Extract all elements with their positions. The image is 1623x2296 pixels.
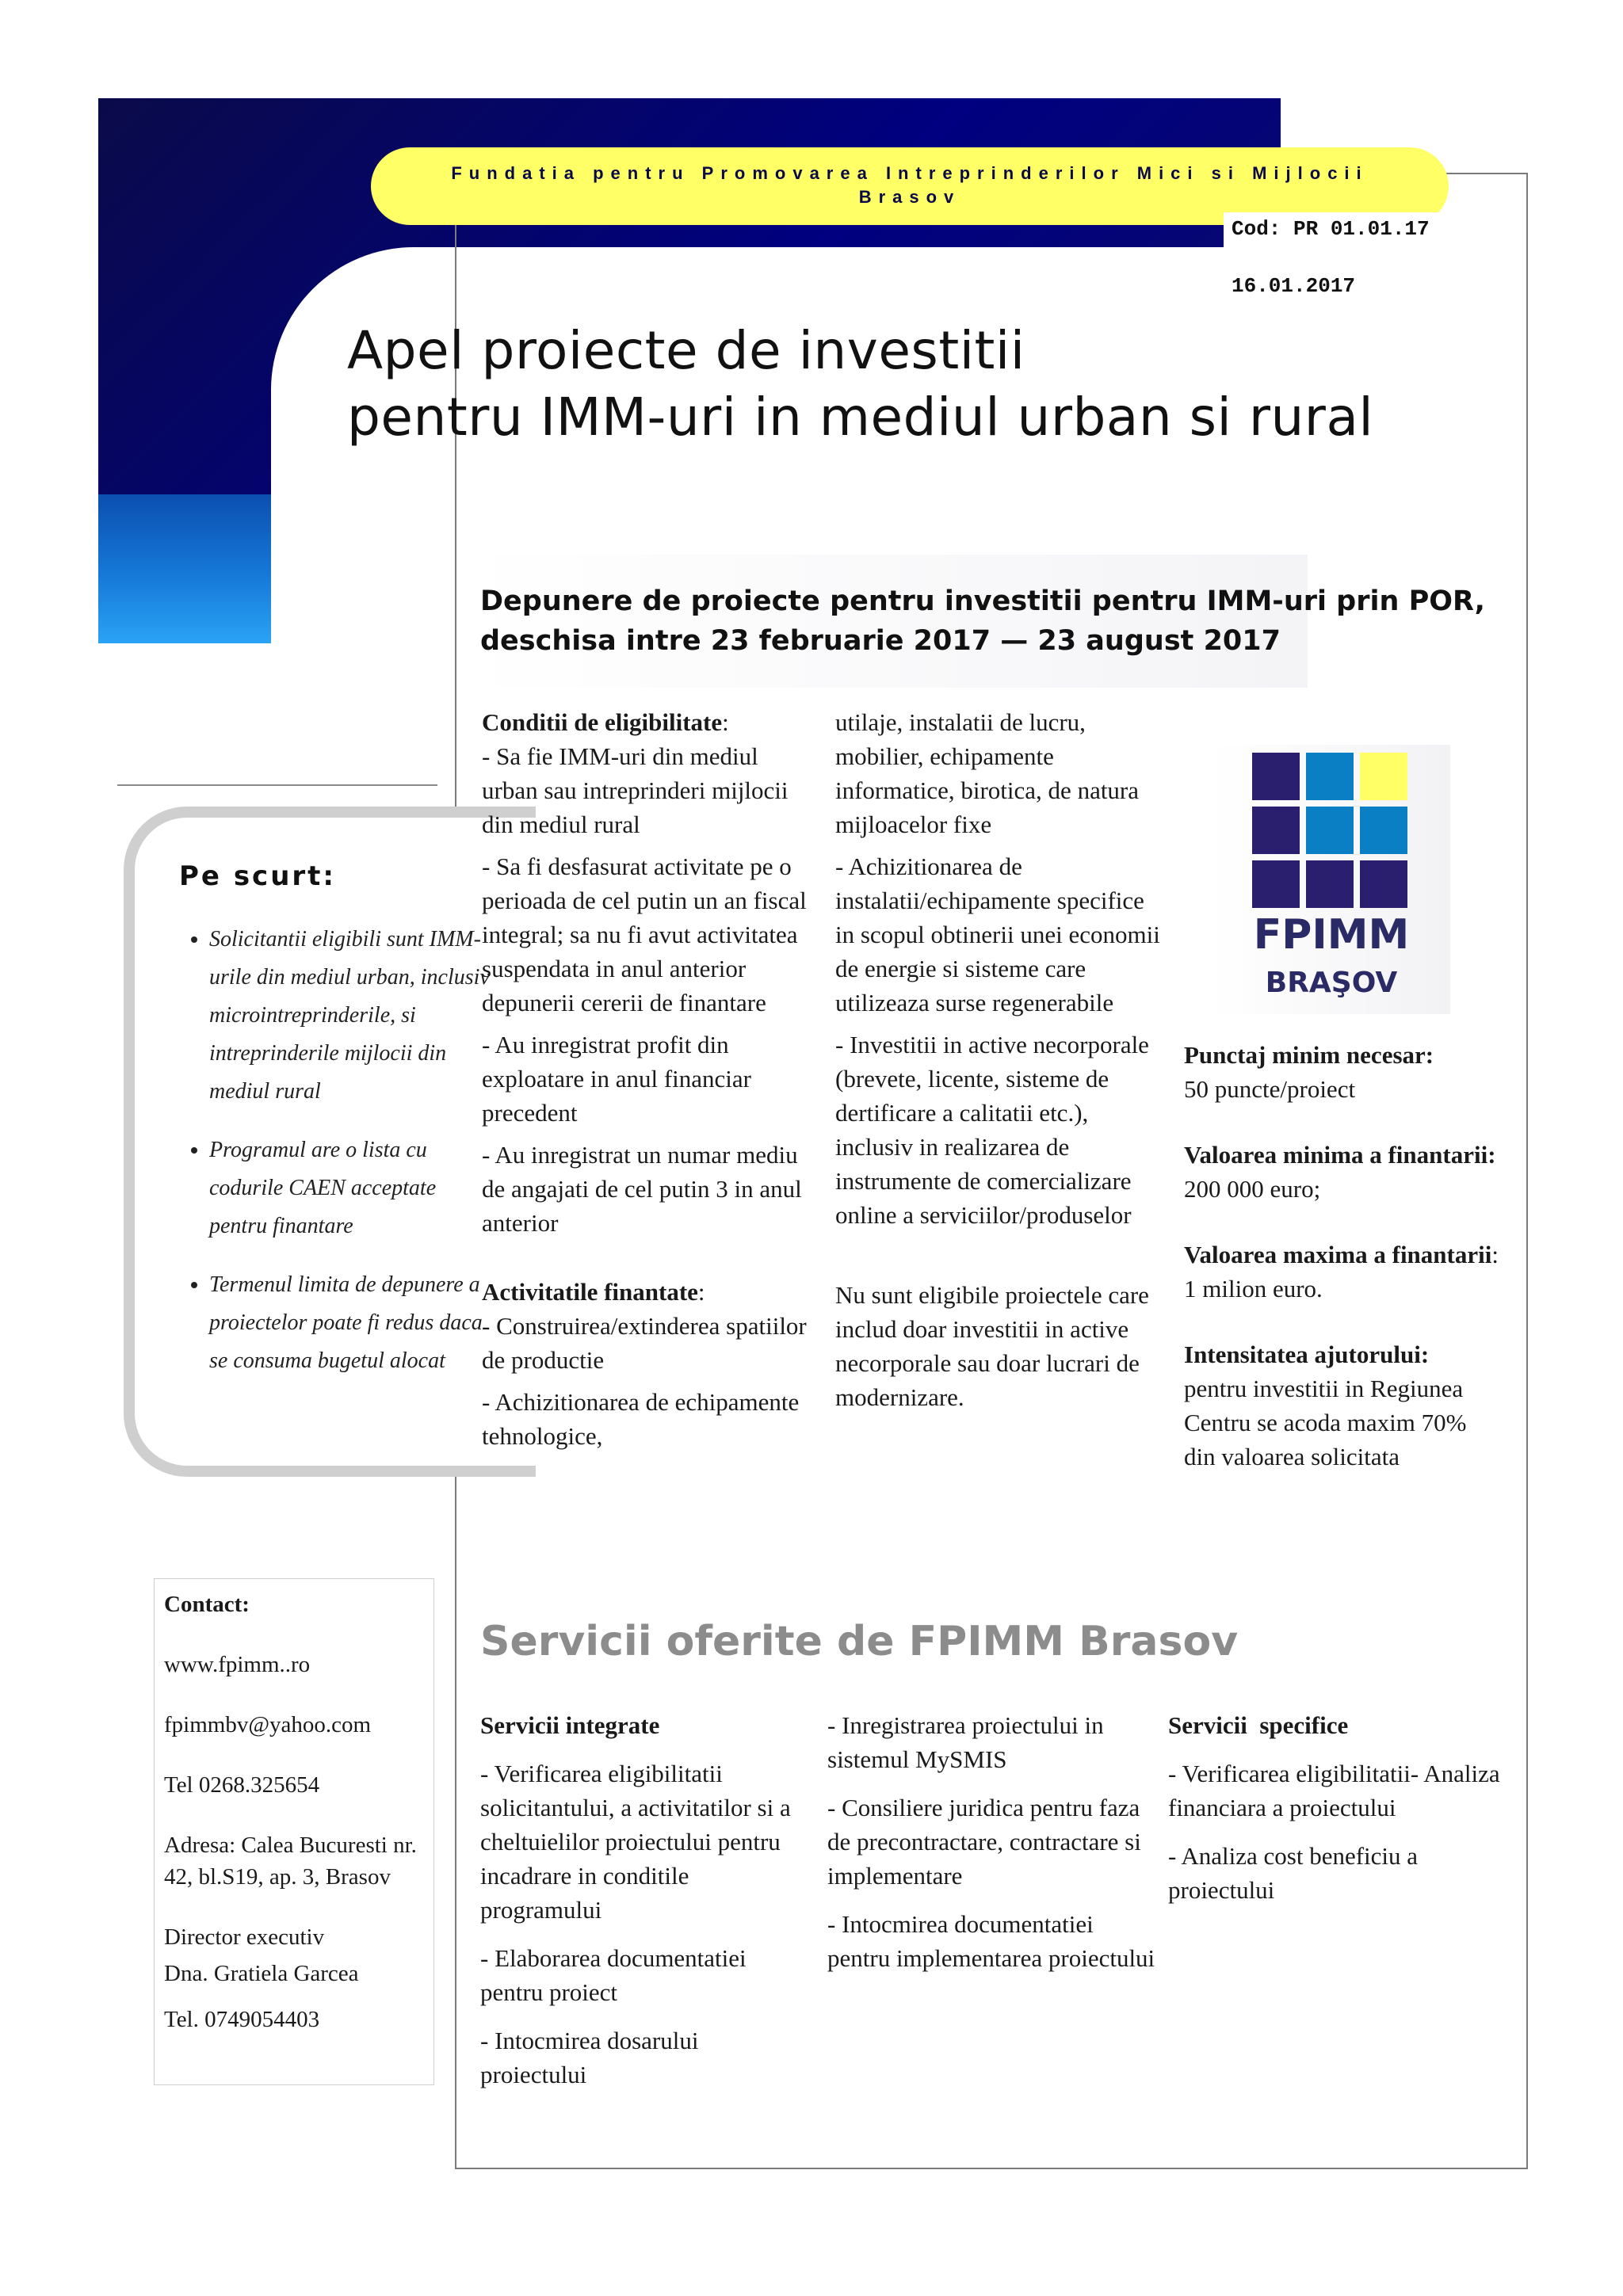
organization-banner: Fundatia pentru Promovarea Intreprinderilor Mici si Mijlocii Brasov <box>371 147 1449 225</box>
page-title-line-2: pentru IMM-uri in mediul urban si rural <box>347 387 1374 448</box>
eligibility-item: - Au inregistrat un numar mediu de angajati de cel putin 3 in anul anterior <box>482 1141 802 1237</box>
activity-item: - Construirea/extinderea spatiilor de productie <box>482 1312 807 1374</box>
logo-tile <box>1360 753 1407 800</box>
logo-tile <box>1360 860 1407 908</box>
summary-list <box>168 921 499 1401</box>
subheadline <box>480 582 1542 661</box>
min-score-value: 50 puncte/proiect <box>1184 1075 1356 1103</box>
page-title-line-1: Apel proiecte de investitii <box>347 320 1025 381</box>
services-specific-column <box>1168 1708 1509 1921</box>
contact-label: Contact: <box>164 1592 250 1617</box>
contact-address: Adresa: Calea Bucuresti nr. 42, bl.S19, ap. 3, Brasov <box>164 1833 417 1890</box>
min-score-label: Punctaj minim necesar: <box>1184 1041 1434 1069</box>
max-value-label: Valoarea maxima a finantarii <box>1184 1241 1492 1268</box>
service-item: - Inregistrarea proiectului in sistemul MySMIS <box>827 1711 1104 1773</box>
logo-city: BRAŞOV <box>1265 967 1398 999</box>
activities-note: Nu sunt eligibile proiectele care includ doar investitii in active necorporale sau doar lucrari de modernizare. <box>835 1281 1149 1411</box>
contact-phone: Tel 0268.325654 <box>164 1772 320 1798</box>
contact-box <box>154 1578 434 2085</box>
activities-heading-colon: : <box>697 1278 705 1306</box>
service-item: - Intocmirea documentatiei pentru implementarea proiectului <box>827 1910 1155 1972</box>
subheadline-line-2: deschisa intre 23 februarie 2017 — 23 august 2017 <box>480 625 1281 657</box>
logo-tile <box>1306 753 1354 800</box>
service-item: - Analiza cost beneficiu a proiectului <box>1168 1842 1419 1904</box>
activity-item: - Achizitionarea de echipamente tehnologice, <box>482 1388 800 1450</box>
intensity-label: Intensitatea ajutorului: <box>1184 1341 1430 1368</box>
contact-email-link[interactable]: fpimmbv@yahoo.com <box>164 1712 372 1737</box>
max-value-value: : 1 milion euro. <box>1184 1241 1499 1302</box>
eligibility-heading-colon: : <box>722 708 729 736</box>
intensity-value: pentru investitii in Regiunea Centru se acoda maxim 70% din valoarea solicitata <box>1184 1375 1467 1470</box>
sidebar-divider <box>117 784 437 786</box>
logo-name: FPIMM <box>1253 911 1410 959</box>
contact-director-phone: Tel. 0749054403 <box>164 2007 320 2032</box>
services-specific-heading: Servicii specifice <box>1168 1711 1349 1739</box>
eligibility-column <box>482 705 808 1461</box>
min-value-value: 200 000 euro; <box>1184 1175 1321 1203</box>
eligibility-item: - Sa fi desfasurat activitate pe o perioada de cel putin un an fiscal integral; sa nu fi avut activitatea suspendata in anul anterior depunerii cererii de finantare <box>482 852 807 1016</box>
fpimm-logo-icon <box>1252 753 1407 908</box>
service-item: - Intocmirea dosarului proiectului <box>480 2027 699 2088</box>
service-item: - Verificarea eligibilitatii- Analiza financiara a proiectului <box>1168 1760 1500 1821</box>
min-value-label: Valoarea minima a finantarii: <box>1184 1141 1496 1169</box>
logo-tile <box>1306 860 1354 908</box>
contact-director-title: Director executiv <box>164 1924 325 1950</box>
logo-tile <box>1252 860 1300 908</box>
subheadline-line-1: Depunere de proiecte pentru investitii pentru IMM-uri prin POR, <box>480 585 1485 617</box>
activities-heading: Activitatile finantate <box>482 1278 698 1306</box>
services-integrated-column-2 <box>827 1708 1155 1989</box>
services-title: Servicii oferite de FPIMM Brasov <box>480 1618 1239 1665</box>
logo-tile <box>1360 807 1407 854</box>
activity-item: - Achizitionarea de instalatii/echipamente specifice in scopul obtinerii unei economii de energie si sisteme care utilizeaza surse regenerabile <box>835 852 1160 1016</box>
logo-tile <box>1252 807 1300 854</box>
logo-tile <box>1306 807 1354 854</box>
document-code: Cod: PR 01.01.17 <box>1224 212 1525 250</box>
eligibility-item: - Sa fie IMM-uri din mediul urban sau intreprinderi mijlocii din mediul rural <box>482 742 789 838</box>
summary-item: • Solicitantii eligibili sunt IMM-urile din mediul urban, inclusiv microintreprinderile, si intreprinderile mijlocii din mediul rural <box>209 921 499 1111</box>
contact-website-link[interactable]: www.fpimm..ro <box>164 1652 311 1677</box>
service-item: - Consiliere juridica pentru faza de precontractare, contractare si implementare <box>827 1794 1141 1890</box>
services-integrated-column <box>480 1708 808 2106</box>
summary-item: • Programul are o lista cu codurile CAEN acceptate pentru finantare <box>209 1131 499 1245</box>
activity-item-continued: utilaje, instalatii de lucru, mobilier, echipamente informatice, birotica, de natura mijloacelor fixe <box>835 708 1140 838</box>
service-item: - Verificarea eligibilitatii solicitantului, a activitatilor si a cheltuielilor proiectului pentru incadrare in conditile programului <box>480 1760 791 1924</box>
summary-title: Pe scurt: <box>179 860 337 892</box>
service-item: - Elaborarea documentatiei pentru proiect <box>480 1944 747 2006</box>
logo-tile <box>1252 753 1300 800</box>
contact-director-name: Dna. Gratiela Garcea <box>164 1961 359 1986</box>
summary-item: • Termenul limita de depunere a proiectelor poate fi redus daca se consuma bugetul alocat <box>209 1266 499 1380</box>
eligibility-item: - Au inregistrat profit din exploatare in anul financiar precedent <box>482 1031 751 1127</box>
document-date: 16.01.2017 <box>1232 274 1356 298</box>
funding-column <box>1184 1038 1501 1505</box>
activities-column <box>835 705 1162 1422</box>
eligibility-heading: Conditii de eligibilitate <box>482 708 723 736</box>
services-integrated-heading: Servicii integrate <box>480 1711 660 1739</box>
activity-item: - Investitii in active necorporale (brevete, licente, sisteme de dertificare a calitatii etc.), inclusiv in realizarea de instrumente de comercializare online a serviciilor/produselor <box>835 1031 1149 1229</box>
